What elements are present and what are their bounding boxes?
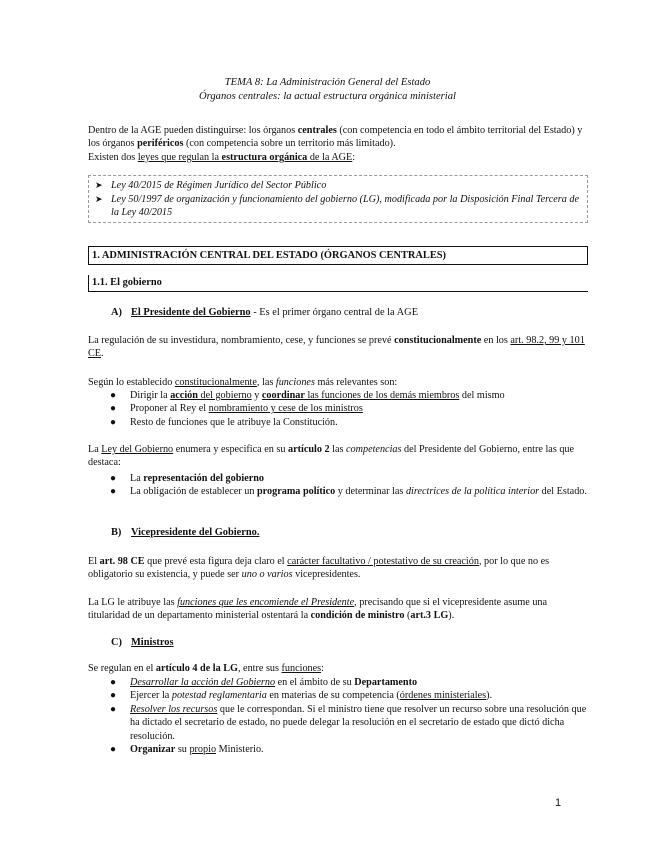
section-1-1-heading: 1.1. El gobierno <box>88 275 588 292</box>
arrow-bullet-icon: ➤ <box>95 193 103 204</box>
subsection-ministros <box>111 636 174 650</box>
law-item <box>95 193 581 220</box>
intro-underlined: leyes que regulan la <box>137 151 222 163</box>
law-item <box>95 179 581 193</box>
vicepresidente-paragraph-1: El art. 98 CE que prevé esta figura deja claro el carácter facultativo / potestativo de su creación, por lo que no es obligatorio su existencia, y puede ser uno o varios vicepresidentes. <box>88 556 550 581</box>
subsection-desc: - Es el primer órgano central de la AGE <box>250 307 419 318</box>
subsection-letter: C) <box>111 637 122 648</box>
vicepresidente-paragraph-2: La LG le atribuye las funciones que les encomiende el Presidente, precisando que si el vicepresidente asume una titularidad de un departamento ministerial ostentará la condición de ministro (art.3 LG). <box>88 597 548 622</box>
list-item: ● Organizar su propio Ministerio. <box>110 744 264 756</box>
presidente-functions-list <box>110 389 588 429</box>
subsection-letter: B) <box>111 527 122 538</box>
subsection-title: Ministros <box>131 637 174 648</box>
list-item: ● La obligación de establecer un programa político y determinar las directrices de la política interior del Estado. <box>110 486 587 498</box>
law-text: Ley 40/2015 de Régimen Jurídico del Sector Público <box>111 180 327 191</box>
page-number: 1 <box>555 797 562 809</box>
ley-gobierno-paragraph: La Ley del Gobierno enumera y especifica en su artículo 2 las competencias del Presidente del Gobierno, entre las que destaca: <box>88 444 575 469</box>
bullet-icon: ● <box>110 690 117 702</box>
presidente-regulation: La regulación de su investidura, nombramiento, cese, y funciones se prevé constitucionalmente en los art. 98.2, 99 y 101 CE. <box>88 335 585 360</box>
intro-bold-perifericos: periféricos <box>137 138 184 150</box>
intro-bold-centrales: centrales <box>297 125 337 136</box>
intro-text: Dentro de la AGE pueden distinguirse: los órganos <box>88 125 298 136</box>
subsection-vicepresidente <box>111 526 259 540</box>
intro-text: (con competencia sobre un territorio más limitado). <box>183 138 396 150</box>
list-item: ● Resolver los recursos que le correspondan. Si el ministro tiene que resolver un recurso sobre una resolución que ha dictado el secretario de estado, no puede delegar la resolución en el secretario de estado que dictó dicha resolución. <box>110 703 587 742</box>
intro-text: : <box>352 151 356 163</box>
subsection-title: Vicepresidente del Gobierno. <box>131 527 260 538</box>
laws-box <box>88 175 588 223</box>
bullet-icon: ● <box>110 416 117 428</box>
ministros-functions-list <box>110 676 588 757</box>
bullet-icon: ● <box>110 403 117 415</box>
ministros-intro: Se regulan en el artículo 4 de la LG, entre sus funciones: <box>88 663 324 674</box>
intro-bold-estructura: estructura orgánica <box>221 151 308 163</box>
bullet-icon: ● <box>110 703 117 715</box>
bullet-icon: ● <box>110 390 117 401</box>
section-1-heading: 1. ADMINISTRACIÓN CENTRAL DEL ESTADO (ÓRGANOS CENTRALES) <box>88 246 588 265</box>
intro-underlined: de la AGE <box>307 151 353 163</box>
law-text: Ley 50/1997 de organización y funcionamiento del gobierno (LG), modificada por la Disposición Final Tercera de la Ley 40/2015 <box>111 193 580 218</box>
presidente-competencias-list <box>110 472 588 499</box>
bullet-icon: ● <box>110 677 117 688</box>
list-item: ● Desarrollar la acción del Gobierno en el ámbito de su Departamento <box>110 677 418 688</box>
title-line-1: TEMA 8: La Administración General del Estado <box>224 77 431 88</box>
list-item: ● La representación del gobierno <box>110 473 265 484</box>
intro-text: Existen dos <box>88 151 138 163</box>
subsection-letter: A) <box>111 307 122 318</box>
list-item: ● Proponer al Rey el nombramiento y cese de los ministros <box>110 403 363 415</box>
intro-text: (con competencia en todo el ámbito territorial del Estado) y los órganos <box>88 125 583 150</box>
bullet-icon: ● <box>110 744 117 756</box>
presidente-functions-intro: Según lo establecido constitucionalmente, las funciones más relevantes son: <box>88 377 398 388</box>
list-item: ● Dirigir la acción del gobierno y coordinar las funciones de los demás miembros del mismo <box>110 390 505 401</box>
document-title <box>60 76 595 104</box>
subsection-title: El Presidente del Gobierno <box>131 307 251 318</box>
subsection-presidente <box>111 306 418 320</box>
bullet-icon: ● <box>110 473 117 484</box>
title-line-2: Órganos centrales: la actual estructura orgánica ministerial <box>199 90 456 102</box>
list-item: ● Resto de funciones que le atribuye la Constitución. <box>110 416 338 428</box>
bullet-icon: ● <box>110 486 117 498</box>
arrow-bullet-icon: ➤ <box>95 180 103 190</box>
intro-paragraph <box>88 124 588 164</box>
list-item: ● Ejercer la potestad reglamentaria en materias de su competencia (órdenes ministeriales). <box>110 690 493 702</box>
